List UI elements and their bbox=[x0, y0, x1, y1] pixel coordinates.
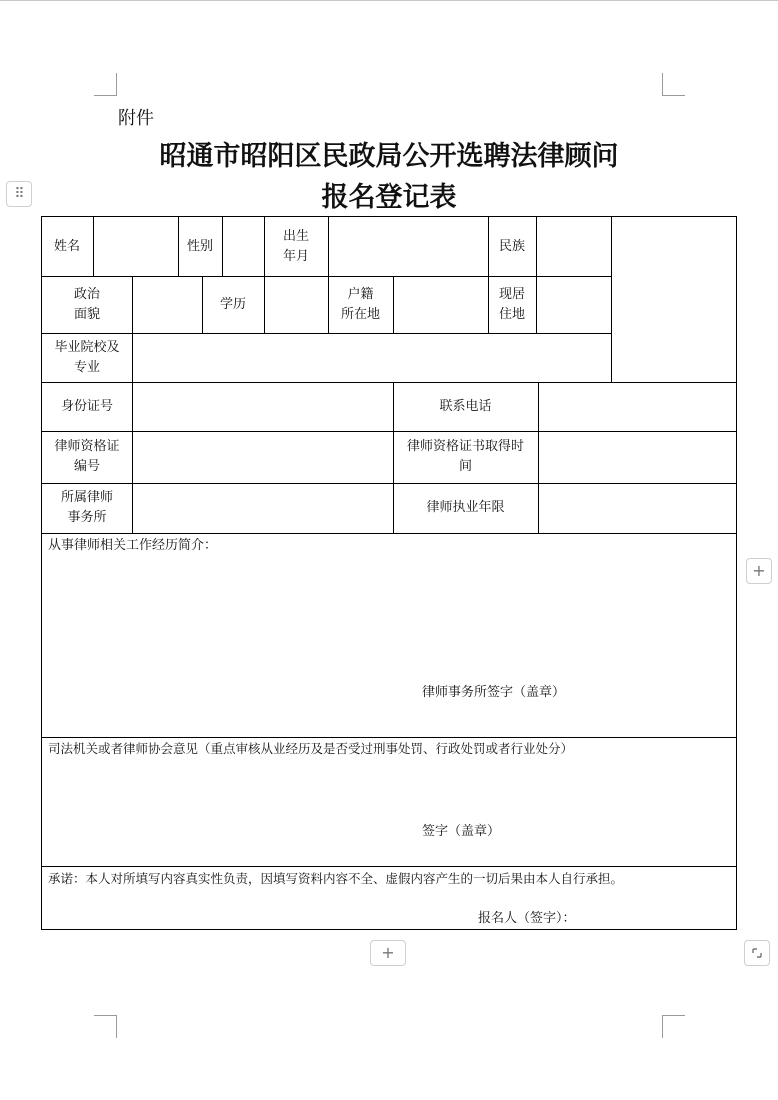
id-field[interactable] bbox=[133, 383, 393, 431]
add-column-button[interactable] bbox=[746, 558, 772, 584]
experience-label: 从事律师相关工作经历简介： bbox=[48, 538, 218, 553]
photo-field[interactable] bbox=[612, 218, 736, 382]
education-field[interactable] bbox=[265, 277, 328, 333]
birth-field[interactable] bbox=[329, 218, 488, 276]
political-field[interactable] bbox=[133, 277, 202, 333]
id-label: 身份证号 bbox=[60, 398, 113, 414]
plus-icon: + bbox=[752, 561, 766, 580]
household-label: 户籍 所在地 bbox=[340, 286, 380, 322]
add-row-button[interactable] bbox=[370, 940, 406, 966]
name-field[interactable] bbox=[94, 218, 178, 276]
license-field[interactable] bbox=[133, 432, 393, 483]
firm-sign-label: 律师事务所签字（盖章） bbox=[422, 685, 566, 700]
pledge-text: 承诺：本人对所填写内容真实性负责，因填写资料内容不全、虚假内容产生的一切后果由本人自行承担。 bbox=[48, 871, 624, 886]
education-label: 学历 bbox=[219, 296, 246, 312]
phone-field[interactable] bbox=[539, 383, 736, 431]
name-label: 姓名 bbox=[54, 238, 81, 254]
drag-handle-icon: ⠿ bbox=[14, 186, 24, 202]
attachment-label: 附件 bbox=[118, 108, 154, 129]
margin-corner-bottom-right bbox=[662, 1015, 685, 1038]
household-field[interactable] bbox=[394, 277, 488, 333]
license-date-label: 律师资格证书取得时 间 bbox=[406, 439, 524, 474]
gender-field[interactable] bbox=[223, 218, 264, 276]
phone-label: 联系电话 bbox=[439, 398, 492, 414]
grid-line bbox=[42, 737, 736, 738]
margin-corner-top-left bbox=[94, 73, 117, 96]
practice-years-label: 律师执业年限 bbox=[426, 500, 505, 515]
page-subtitle: 报名登记表 bbox=[321, 182, 457, 213]
political-label: 政治 面貌 bbox=[73, 286, 100, 322]
opinion-label: 司法机关或者律师协会意见（重点审核从业经历及是否受过刑事处罚、行政处罚或者行业处分） bbox=[48, 741, 574, 756]
firm-label: 所属律师 事务所 bbox=[60, 490, 113, 525]
grid-line bbox=[42, 533, 736, 534]
residence-label: 现居 住地 bbox=[498, 286, 525, 322]
school-field[interactable] bbox=[133, 334, 611, 382]
applicant-sign-label: 报名人（签字）： bbox=[478, 911, 576, 926]
plus-icon: + bbox=[381, 943, 395, 962]
table-resize-button[interactable] bbox=[744, 940, 770, 966]
gender-label: 性别 bbox=[186, 238, 213, 254]
school-label: 毕业院校及 专业 bbox=[54, 339, 120, 375]
practice-years-field[interactable] bbox=[539, 484, 736, 533]
firm-field[interactable] bbox=[133, 484, 393, 533]
grid-line bbox=[42, 866, 736, 867]
residence-field[interactable] bbox=[537, 277, 611, 333]
ethnicity-label: 民族 bbox=[498, 238, 525, 254]
license-date-field[interactable] bbox=[539, 432, 736, 483]
ethnicity-field[interactable] bbox=[537, 218, 611, 276]
resize-icon bbox=[751, 947, 763, 959]
opinion-sign-label: 签字（盖章） bbox=[422, 824, 501, 839]
registration-form-table bbox=[41, 216, 737, 930]
birth-label: 出生 年月 bbox=[282, 228, 309, 264]
margin-corner-bottom-left bbox=[94, 1015, 117, 1038]
page-title: 昭通市昭阳区民政局公开选聘法律顾问 bbox=[159, 141, 619, 172]
license-label: 律师资格证 编号 bbox=[54, 439, 120, 474]
margin-corner-top-right bbox=[662, 73, 685, 96]
top-border-line bbox=[0, 0, 778, 1]
